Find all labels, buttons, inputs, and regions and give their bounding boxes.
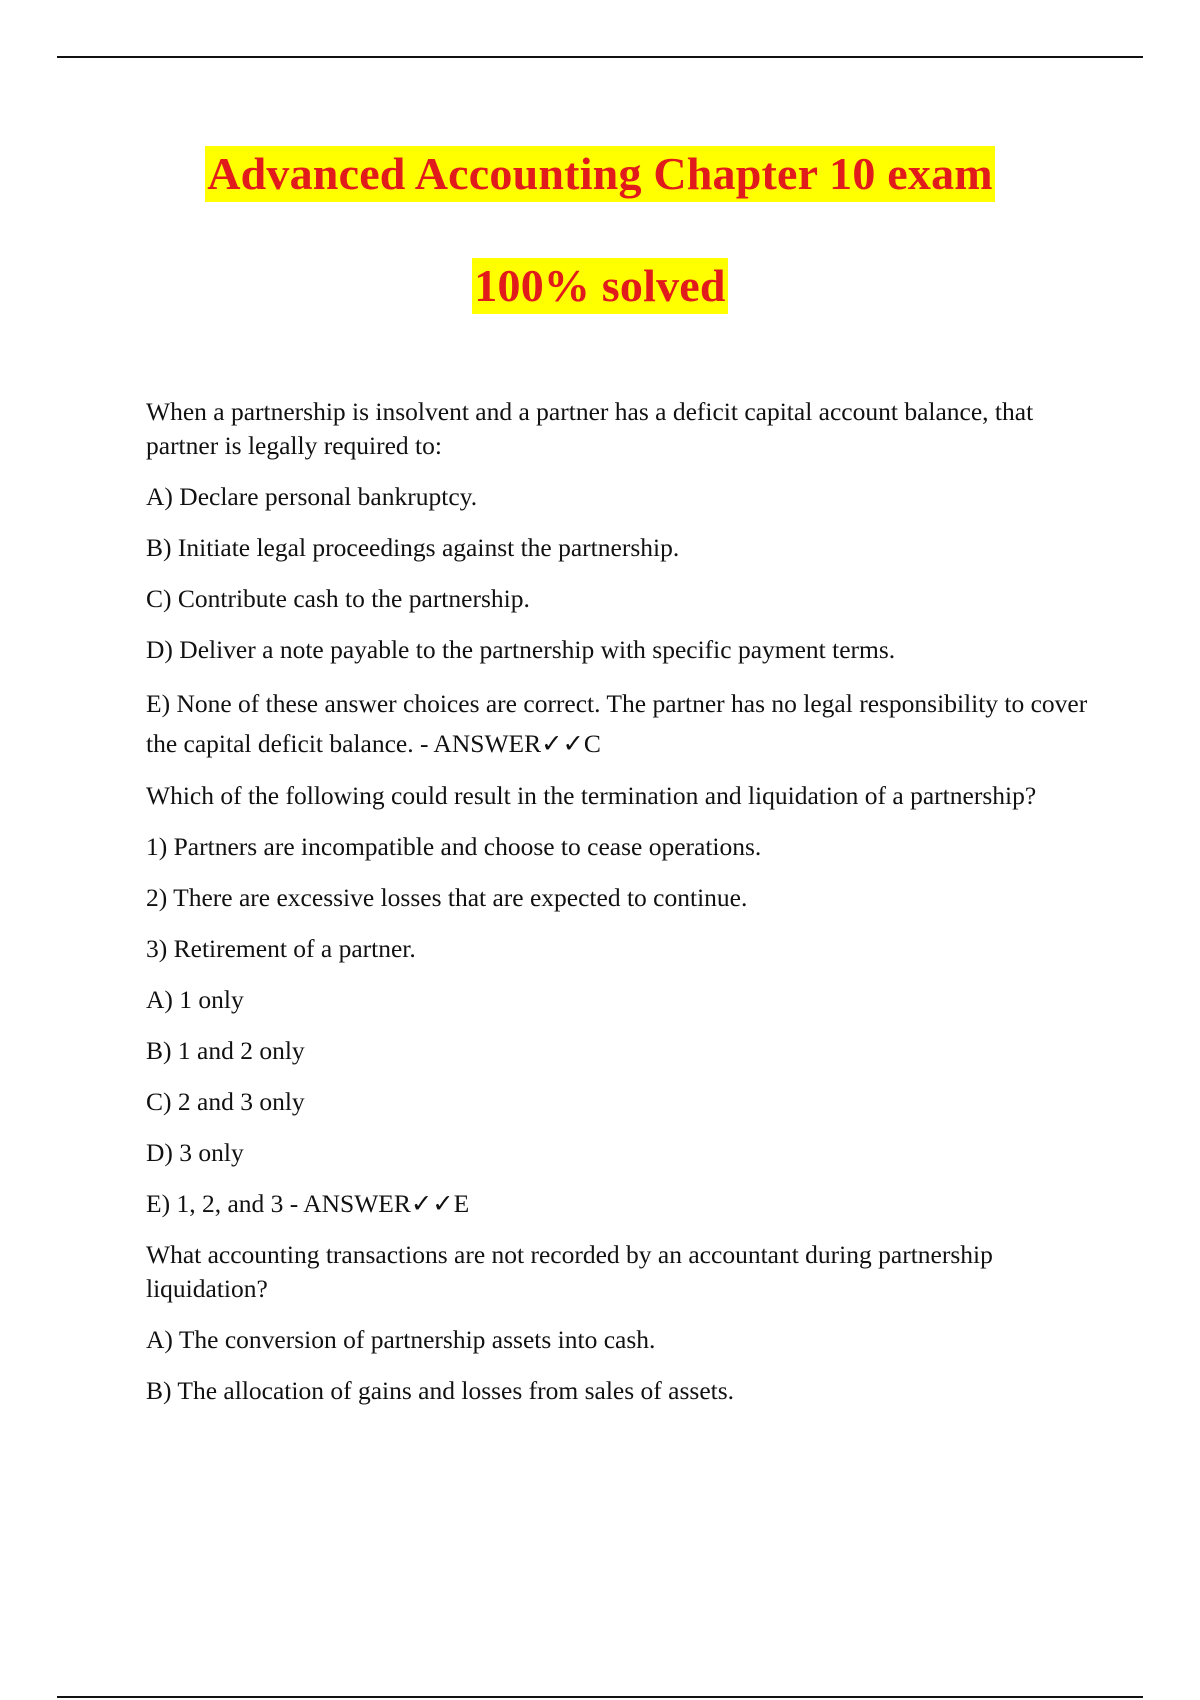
- title-line-2: 100% solved: [472, 258, 727, 314]
- question-3-option: A) The conversion of partnership assets into cash.: [146, 1325, 656, 1354]
- question-2-option-answer: E) 1, 2, and 3 - ANSWER✓✓E: [146, 1189, 470, 1218]
- question-2-statement: 2) There are excessive losses that are expected to continue.: [146, 883, 748, 912]
- question-1-option-answer: E) None of these answer choices are correct. The partner has no legal responsibility to cover the capital deficit balance. - ANSWER✓✓C: [146, 689, 1088, 758]
- top-rule: [57, 56, 1143, 58]
- question-1-option: C) Contribute cash to the partnership.: [146, 584, 530, 613]
- question-2-option: C) 2 and 3 only: [146, 1087, 305, 1116]
- question-1-option: A) Declare personal bankruptcy.: [146, 482, 478, 511]
- question-1-option: B) Initiate legal proceedings against the partnership.: [146, 533, 680, 562]
- question-2-statement: 1) Partners are incompatible and choose to cease operations.: [146, 832, 762, 861]
- question-1-text: When a partnership is insolvent and a partner has a deficit capital account balance, that partner is legally required to:: [146, 397, 1034, 460]
- question-2-option: B) 1 and 2 only: [146, 1036, 305, 1065]
- question-2-statement: 3) Retirement of a partner.: [146, 934, 416, 963]
- question-1-option: D) Deliver a note payable to the partnership with specific payment terms.: [146, 635, 896, 664]
- question-3-text: What accounting transactions are not recorded by an accountant during partnership liquidation?: [146, 1240, 993, 1303]
- document-title: [0, 146, 1200, 314]
- bottom-rule: [57, 1696, 1143, 1698]
- question-3-option: B) The allocation of gains and losses from sales of assets.: [146, 1376, 735, 1405]
- document-body: [146, 395, 1096, 1425]
- question-2-option: D) 3 only: [146, 1138, 244, 1167]
- question-2-option: A) 1 only: [146, 985, 244, 1014]
- title-line-1: Advanced Accounting Chapter 10 exam: [205, 146, 995, 202]
- question-2-text: Which of the following could result in the termination and liquidation of a partnership?: [146, 781, 1037, 810]
